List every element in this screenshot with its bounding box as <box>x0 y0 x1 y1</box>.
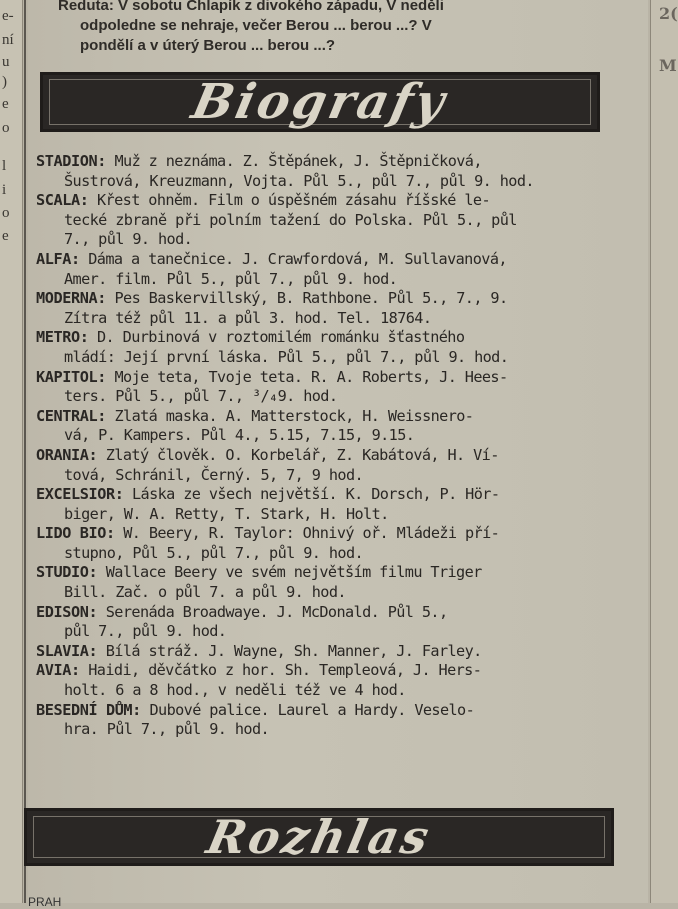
cinema-listing <box>36 642 626 662</box>
listing-text: Zlatý člověk. O. Korbelář, Z. Kabátová, H. Ví- <box>105 445 499 464</box>
venue-name: STADION: <box>36 152 106 170</box>
left-fragment: i <box>2 182 7 198</box>
venue-name: AVIA: <box>36 661 80 680</box>
listing-text: tová, Schránil, Černý. 5, 7, 9 hod. <box>64 465 364 484</box>
listing-continuation-line <box>36 622 626 642</box>
listing-first-line <box>36 407 626 427</box>
cinema-listing <box>36 152 626 191</box>
venue-name: STUDIO: <box>36 563 98 582</box>
listing-continuation-line <box>36 544 626 564</box>
listing-continuation-line <box>36 681 626 701</box>
listing-text: Serenáda Broadwaye. J. McDonald. Půl 5., <box>105 602 448 621</box>
listing-first-line <box>36 642 626 662</box>
listing-text: Zlatá maska. A. Matterstock, H. Weissnero- <box>114 406 474 425</box>
listing-continuation-line <box>36 505 626 525</box>
previous-article-line: pondělí a v úterý Berou ... berou ...? <box>80 37 336 54</box>
column-rule <box>24 0 26 903</box>
listing-first-line <box>36 485 626 505</box>
listing-text: mládí: Její první láska. Půl 5., půl 7., půl 9. hod. <box>64 347 509 366</box>
venue-name: MODERNA: <box>36 289 106 308</box>
cinema-listing <box>36 250 626 289</box>
listing-text: stupno, Půl 5., půl 7., půl 9. hod. <box>64 543 364 562</box>
listing-text: ters. Půl 5., půl 7., ³/₄9. hod. <box>64 387 338 406</box>
listing-text: W. Beery, R. Taylor: Ohnivý oř. Mládeži pří- <box>123 524 500 543</box>
listing-first-line <box>36 446 626 466</box>
next-section-title: Rozhlas <box>201 810 437 864</box>
venue-name: EDISON: <box>36 602 98 621</box>
cinema-listings <box>36 152 626 740</box>
cinema-listing <box>36 701 626 740</box>
listing-text: Bill. Zač. o půl 7. a půl 9. hod. <box>64 583 346 602</box>
cinema-listing <box>36 563 626 602</box>
venue-name: KAPITOL: <box>36 367 106 386</box>
listing-first-line <box>36 661 626 681</box>
listing-text: tecké zbraně při polním tažení do Polska. Půl 5., půl <box>64 210 517 229</box>
newspaper-column <box>28 0 648 903</box>
listing-continuation-line <box>36 270 626 290</box>
listing-first-line <box>36 368 626 388</box>
previous-article-line: Reduta: V sobotu Chlapík z divokého západu, V neděli <box>58 0 444 14</box>
listing-first-line <box>36 524 626 544</box>
bottom-fragment: PRAH <box>28 895 62 909</box>
venue-name: SLAVIA: <box>36 641 98 660</box>
listing-continuation-line <box>36 583 626 603</box>
venue-name: ORANIA: <box>36 445 98 464</box>
listing-first-line <box>36 701 626 721</box>
listing-continuation-line <box>36 466 626 486</box>
cinema-listing <box>36 289 626 328</box>
listing-text: Dubové palice. Laurel a Hardy. Veselo- <box>149 700 475 719</box>
listing-text: Wallace Beery ve svém největším filmu Triger <box>105 563 482 582</box>
venue-name: CENTRAL: <box>36 406 106 425</box>
listing-text: Muž z neznáma. Z. Štěpánek, J. Štěpničková, <box>114 152 482 170</box>
left-fragment: o <box>2 120 10 136</box>
section-title: Biografy <box>187 74 453 130</box>
left-fragment: e <box>2 228 9 244</box>
venue-name: SCALA: <box>36 191 89 210</box>
listing-first-line <box>36 152 626 172</box>
venue-name: ALFA: <box>36 249 80 268</box>
listing-text: Zítra též půl 11. a půl 3. hod. Tel. 18764. <box>64 308 432 327</box>
biografy-banner <box>40 72 600 132</box>
cinema-listing <box>36 191 626 250</box>
listing-first-line <box>36 289 626 309</box>
listing-first-line <box>36 563 626 583</box>
left-fragment: ) <box>2 74 7 90</box>
venue-name: BESEDNÍ DŮM: <box>36 700 141 719</box>
listing-continuation-line <box>36 426 626 446</box>
listing-text: Křest ohněm. Film o úspěšném zásahu říšské le- <box>97 191 491 210</box>
left-fragment: ní <box>2 32 14 48</box>
listing-continuation-line <box>36 348 626 368</box>
right-fragment: 2( <box>659 4 678 23</box>
listing-first-line <box>36 603 626 623</box>
right-column-edge <box>650 0 678 903</box>
listing-first-line <box>36 328 626 348</box>
listing-text: Šustrová, Kreuzmann, Vojta. Půl 5., půl 7., půl 9. hod. <box>64 171 534 190</box>
listing-continuation-line <box>36 230 626 250</box>
listing-text: hra. Půl 7., půl 9. hod. <box>64 720 270 739</box>
listing-text: Amer. film. Půl 5., půl 7., půl 9. hod. <box>64 269 398 288</box>
cinema-listing <box>36 407 626 446</box>
listing-text: Dáma a tanečnice. J. Crawfordová, M. Sullavanová, <box>88 249 507 268</box>
listing-continuation-line <box>36 172 626 192</box>
previous-article-line: odpoledne se nehraje, večer Berou ... berou ...? V <box>80 17 432 34</box>
listing-text: Láska ze všech největší. K. Dorsch, P. Hör- <box>131 485 500 504</box>
cinema-listing <box>36 603 626 642</box>
listing-text: holt. 6 a 8 hod., v neděli též ve 4 hod. <box>64 681 406 700</box>
listing-continuation-line <box>36 211 626 231</box>
listing-text: Moje teta, Tvoje teta. R. A. Roberts, J. Hees- <box>114 367 508 386</box>
listing-text: 7., půl 9. hod. <box>64 230 193 249</box>
listing-continuation-line <box>36 387 626 407</box>
cinema-listing <box>36 328 626 367</box>
listing-text: D. Durbinová v roztomilém románku šťastného <box>97 328 465 347</box>
listing-text: Haidi, děvčátko z hor. Sh. Templeová, J. Hers- <box>88 661 482 680</box>
cinema-listing <box>36 661 626 700</box>
cinema-listing <box>36 524 626 563</box>
venue-name: LIDO BIO: <box>36 524 115 543</box>
venue-name: EXCELSIOR: <box>36 485 124 504</box>
left-column-edge <box>0 0 23 903</box>
left-fragment: e- <box>2 8 14 24</box>
listing-text: Bílá stráž. J. Wayne, Sh. Manner, J. Farley. <box>105 641 482 660</box>
listing-text: Pes Baskervillský, B. Rathbone. Půl 5., 7., 9. <box>114 289 508 308</box>
cinema-listing <box>36 485 626 524</box>
left-fragment: e <box>2 96 9 112</box>
listing-continuation-line <box>36 720 626 740</box>
cinema-listing <box>36 446 626 485</box>
left-fragment: l <box>2 158 7 174</box>
listing-text: vá, P. Kampers. Půl 4., 5.15, 7.15, 9.15. <box>64 426 415 445</box>
rozhlas-banner <box>24 808 614 866</box>
listing-first-line <box>36 250 626 270</box>
left-fragment: u <box>2 54 10 70</box>
previous-article <box>58 0 618 56</box>
left-fragment: o <box>2 205 10 221</box>
listing-text: půl 7., půl 9. hod. <box>64 622 227 641</box>
venue-name: METRO: <box>36 328 89 347</box>
listing-first-line <box>36 191 626 211</box>
cinema-listing <box>36 368 626 407</box>
listing-text: biger, W. A. Retty, T. Stark, H. Holt. <box>64 504 389 523</box>
right-fragment: M <box>659 56 677 75</box>
listing-continuation-line <box>36 309 626 329</box>
